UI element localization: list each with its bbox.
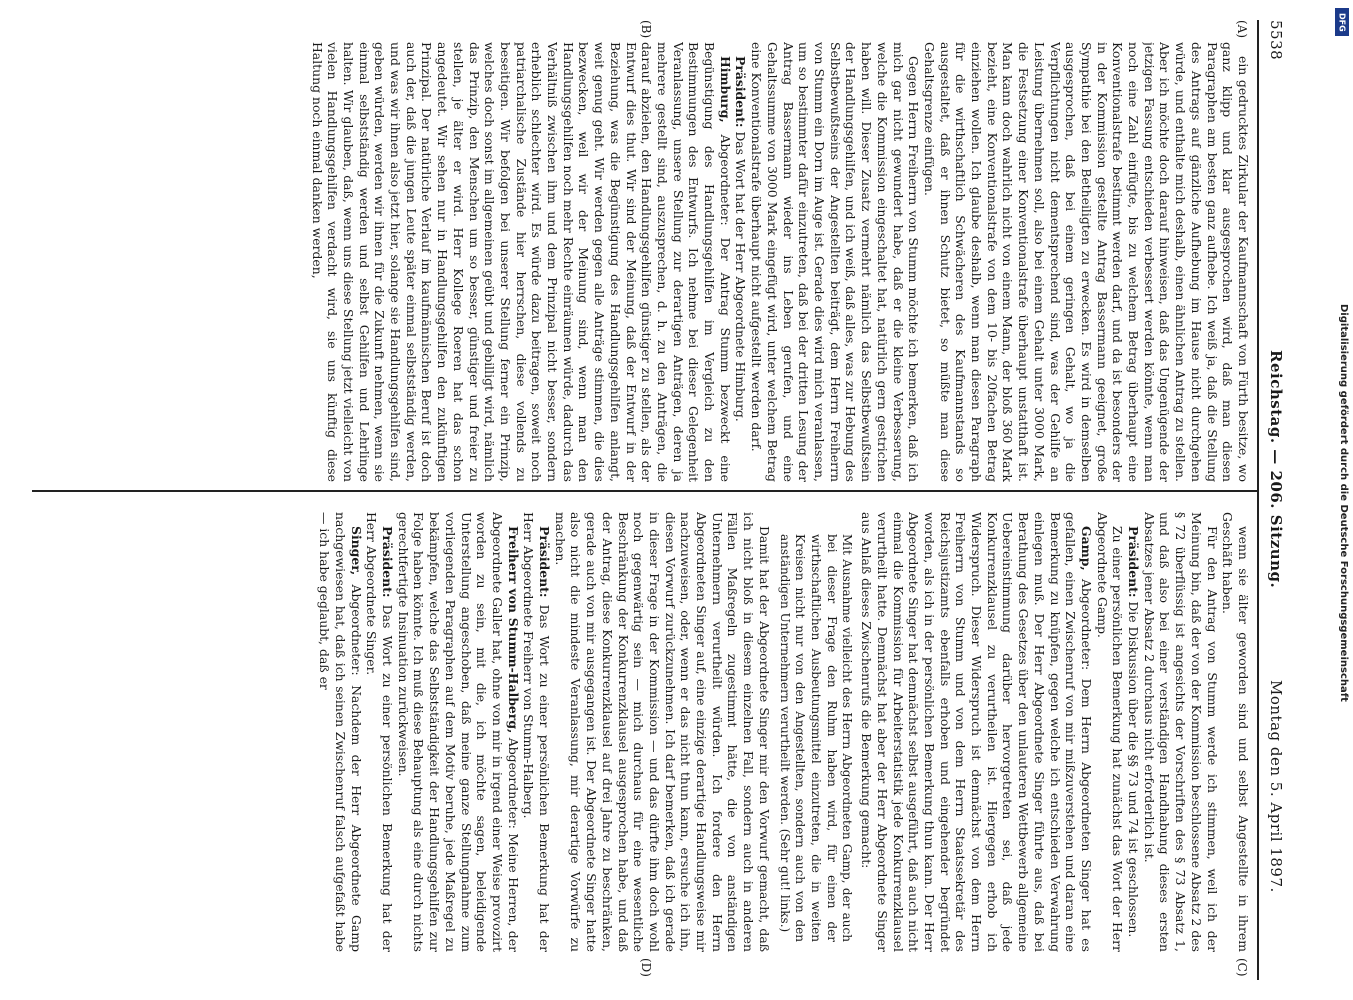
margin-marker-a: (A) xyxy=(1235,20,1249,39)
page-header xyxy=(1259,20,1293,980)
paragraph-text: Mit Ausnahme vielleicht des Herrn Abgeordneten Gamp, der auch bei dieser Frage den Ruhm haben wird, für einen der wirthschaftlichen Ausbeutungsmittel einzutreten, die in weiten Kreisen nicht nur von den Angestellten, sondern auch von den anständigen Unternehmern verurtheilt werden. (Sehr gut! links.) xyxy=(777,534,855,942)
paragraph-text: Abgeordneter: Nachdem der Herr Abgeordnete Gamp nachgewiesen hat, daß ich seinen Zwischenruf falsch aufgefaßt habe — ich habe geglaubt, daß er xyxy=(317,512,364,952)
paragraph xyxy=(552,512,772,952)
left-column xyxy=(36,42,1251,482)
paragraph xyxy=(733,42,749,482)
paragraph xyxy=(1094,512,1125,952)
scanned-page xyxy=(18,20,1293,980)
speaker-name: Präsident: xyxy=(537,526,553,598)
header-right-title: Montag den 5. April 1897. xyxy=(1267,680,1285,893)
quoted-paragraph xyxy=(776,534,855,942)
paragraph xyxy=(749,42,922,482)
paragraph-text: Das Wort zu einer persönlichen Bemerkung hat der Herr Abgeordnete Singer. xyxy=(364,512,396,952)
speaker-name: Präsident: xyxy=(1126,526,1142,598)
paragraph-text: Abgeordneter: Der Antrag Stumm bezweckt eine Begünstigung des Handlungsgehilfen im Vergleich zu den Bestimmungen des Entwurfs. Ich nehme bei dieser Gelegenheit Veranlassung, unsere Stellung zur derartigen Anträgen, deren ja mehrere gestellt sind, auszusprechen, d. h. zu den Anträgen, die darauf abzielen, den Handlungsgehilfen günstiger zu stellen, als der Entwurf dies thut. Wir sind der Meinung, daß der Entwurf in der Beziehung, was die Begünstigung des Handlungsgehilfen anlangt, weit genug geht. Wir werden gegen alle Anträge stimmen, die dies bezwecken, weil wir der Meinung sind, wenn man den Handlungsgehilfen noch mehr Rechte einräumen würde, dadurch das Verhältniß zwischen ihm und dem Prinzipal nicht besser, sondern erheblich schlechter wird. Es würde dazu beitragen, soweit noch patriarchalische Zustände hier herrschen, diese vollends zu beseitigen. Wir befolgen bei unserer Stellung ferner ein Prinzip, welches doch sonst im allgemeinen geübt und gebilligt wird, nämlich das Prinzip, den Menschen um so besser, günstiger und freier zu stellen, je älter er wird. Herr Kollege Roeren hat das schon angedeutet. Wir sehen nur in Handlungsgehilfen den zukünftigen Prinzipal. Der natürliche Verlauf im kaufmännischen Beruf ist doch auch der, daß die jungen Leute später einmal selbstständig werden, und was wir ihnen also jetzt hier, solange sie Handlungsgehilfen sind, geben würden, werden wir ihnen für die Zukunft nehmen, wenn sie einmal selbstständig werden und selbst Gehilfen und Lehrlinge halten. Wir glauben, daß, wenn uns diese Stellung jetzt vielleicht von vielen Handlungsgehilfen verdacht wird, sie uns künftig diese Haltung noch einmal danken werden, xyxy=(309,42,733,482)
paragraph xyxy=(1220,512,1251,952)
speaker-name: Präsident: xyxy=(733,56,749,128)
dfg-logo: DFG xyxy=(1335,8,1349,36)
speaker-name: Präsident: xyxy=(380,526,396,598)
paragraph-text: Gegen Herrn Freiherrn von Stumm möchte ich bemerken, daß ich mich gar nicht gewundert habe, daß er die kleine Verbesserung, welche die Kommission eingeschaltet hat, natürlich gern gestrichen haben will. Dieser Zusatz vermehrt nämlich das Selbstbewußtsein der Handlungsgehilfen, und ich weiß, daß alles, was zur Hebung des Selbstbewußtseins der Angestellten beiträgt, dem Herrn Freiherrn von Stumm ein Dorn im Auge ist. Gerade dies wird mich veranlassen, um so bestimmter dafür einzutreten, daß bei der dritten Lesung der Antrag Bassermann wieder ins Leben gerufen, und eine Gehaltssumme von 3000 Mark eingefügt wird, unter welchem Betrag eine Konventionalstrafe überhaupt nicht aufgestellt werden darf. xyxy=(749,42,922,482)
paragraph xyxy=(317,512,364,952)
margin-marker-c: (C) xyxy=(1235,958,1249,977)
paragraph-text: Für den Antrag von Stumm werde ich stimmen, weil ich der Meinung bin, daß der von der Kommission beschlossene Absatz 2 des § 72 überflüssig ist angesichts der Vorschriften des § 73 Absatz 1, und daß also bei einer verständigen Handhabung dieses ersten Absatzes jener Absatz 2 durchaus nicht erforderlich ist. xyxy=(1141,512,1220,952)
speaker-name: Freiherr von Stumm-Halberg, xyxy=(505,526,521,734)
paragraph xyxy=(521,512,552,952)
header-rule xyxy=(1257,20,1259,980)
paragraph-text: Abgeordneter: Meine Herren, der Abgeordnete Galler hat, ohne von mir in irgend einer Weise provozirt worden zu sein, mit die, ich möchte sagen, beleidigende Unterstellung angeschoben, daß meine ganze Stellungnahme zum vorliegenden Paragraphen auf dem Motiv beruhe, jede Maßregel zu bekämpfen, welche das Selbstständigkeit der Handlungsgehilfen zur Folge haben könnte. Ich muß diese Behauptung als eine durch nichts gerechtfertigte Insinuation zurückweisen. xyxy=(395,512,521,952)
digitization-credit xyxy=(1338,8,1349,998)
paragraph-text: Abgeordneter: Dem Herrn Abgeordneten Singer hat es gefallen, einen Zwischenruf von mir mißzuverstehen und daran eine Bemerkung zu knüpfen, gegen welche ich entschieden Verwahrung einlegen muß. Der Herr Abgeordnete Singer führte aus, daß bei Berathung des Gesetzes über den unlauteren Wettbewerb allgemeine Uebereinstimmung darüber hervorgetreten sei, daß jede Konkurrenzklausel zu verurtheilen ist. Hiergegen erhob ich Widerspruch. Dieser Widerspruch ist demnächst von dem Herrn Freiherrn von Stumm und von dem Herrn Staatssekretär des Reichsjustizamts ebenfalls erhoben und eingehender begründet worden, als ich in der persönlichen Bemerkung thun kann. Der Herr Abgeordnete Singer hat demnächst selbst ausgeführt, daß auch nicht einmal die Kommission für Arbeiterstatistik jede Konkurrenzklausel verurtheilt hatte. Demnächst hat aber der Herr Abgeordnete Singer aus Anlaß dieses Zwischenrufs die Bemerkung gemacht: xyxy=(859,512,1094,952)
paragraph-text: Zu einer persönlichen Bemerkung hat zunächst das Wort der Herr Abgeordnete Gamp. xyxy=(1094,512,1126,952)
speaker-name: Singer, xyxy=(348,526,364,576)
paragraph-text: ein gedrucktes Zirkular der Kaufmannschaft von Fürth besitze, wo ganz klipp und klar ausgesprochen wird, daß man diesen Paragraphen am besten ganz aufhebe. Ich weiß ja, daß die Stellung des Antrags auf gänzliche Aufhebung im Hause nicht durchgehen würde, und enthalte mich deshalb, einen ähnlichen Antrag zu stellen. Aber ich möchte doch darauf hinweisen, daß das Ungenügende der jetzigen Fassung entschieden verbessert werden könnte, wenn man noch eine Zahl einfügte, bis zu welchem Betrag überhaupt eine Konventionalstrafe bestimmt werden darf, und da ist besonders der in der Kommission gestellte Antrag Bassermann geeignet, große Sympathie bei den Betheiligten zu erwecken. Es wird in demselben ausgesprochen, daß bei einem geringen Gehalt, wo ja die Verpflichtungen nicht dementsprechend sind, was der Gehilfe an Leistung übernehmen soll, also bei einem Gehalt unter 3000 Mark, die Festsetzung einer Konventionalstrafe überhaupt unstatthaft ist. Man kann doch wahrlich nicht von einem Mann, der bloß 360 Mark bezieht, eine Konventionalstrafe von dem 10- bis 20fachen Betrag einziehen wollen. Ich glaube deshalb, wenn man diesen Paragraph für die wirthschaftlich Schwächeren des Kaufmannstands so ausgestaltet, daß er ihnen Schutz bietet, so müßte man diese Gehaltsgrenze einfügen. xyxy=(921,42,1251,482)
paragraph xyxy=(364,512,395,952)
header-left-title: Reichstag. — 206. Sitzung. xyxy=(1267,350,1285,589)
paragraph xyxy=(395,512,521,952)
paragraph-text: Das Wort hat der Herr Abgeordnete Himburg. xyxy=(733,127,749,422)
credit-text: Digitalisierung gefördert durch die Deutsche Forschungsgemeinschaft xyxy=(1338,304,1349,702)
margin-marker-d: (D) xyxy=(639,958,653,977)
margin-marker-b: (B) xyxy=(639,20,653,39)
paragraph xyxy=(858,512,1094,952)
paragraph xyxy=(1141,512,1220,952)
paragraph xyxy=(309,42,733,482)
paragraph-text: wenn sie älter geworden sind und selbst Angestellte in ihrem Geschäft haben. xyxy=(1220,512,1251,952)
right-column xyxy=(36,512,1251,952)
paragraph-text: Die Diskussion über die §§ 73 und 74 ist geschlossen. xyxy=(1126,597,1142,938)
paragraph xyxy=(1125,512,1141,952)
paragraph xyxy=(921,42,1251,482)
speaker-name: Himburg, xyxy=(717,56,733,123)
paragraph-text: Das Wort zu einer persönlichen Bemerkung hat der Herr Abgeordnete Freiherr von Stumm-Halberg. xyxy=(521,512,553,952)
speaker-name: Gamp, xyxy=(1078,526,1094,571)
column-divider xyxy=(32,490,1257,492)
page-number: 5538 xyxy=(1267,20,1285,61)
paragraph-text: Damit hat der Abgeordnete Singer mir den Vorwurf gemacht, daß ich nicht bloß in diesem einzelnen Fall, sondern auch in anderen Fällen Maßregeln zugestimmt hätte, die von anständigen Unternehmern verurtheilt würden. Ich fordere den Herrn Abgeordneten Singer auf, eine einzige derartige Handlungsweise mir nachzuweisen, oder, wenn er das nicht thun kann, ersuche ich ihn, diesen Vorwurf zurückzunehmen. Ich darf bemerken, daß ich gerade in dieser Frage in der Kommission — und das dürfte ihm doch wohl noch gegenwärtig sein — mich durchaus für eine wesentliche Beschränkung der Konkurrenzklausel ausgesprochen habe, und daß der Antrag, diese Konkurrenzklausel auf drei Jahre zu beschränken, gerade auch von mir ausgegangen ist. Der Abgeordnete Singer hatte also nicht die mindeste Veranlassung, mir derartige Vorwürfe zu machen. xyxy=(552,512,772,952)
